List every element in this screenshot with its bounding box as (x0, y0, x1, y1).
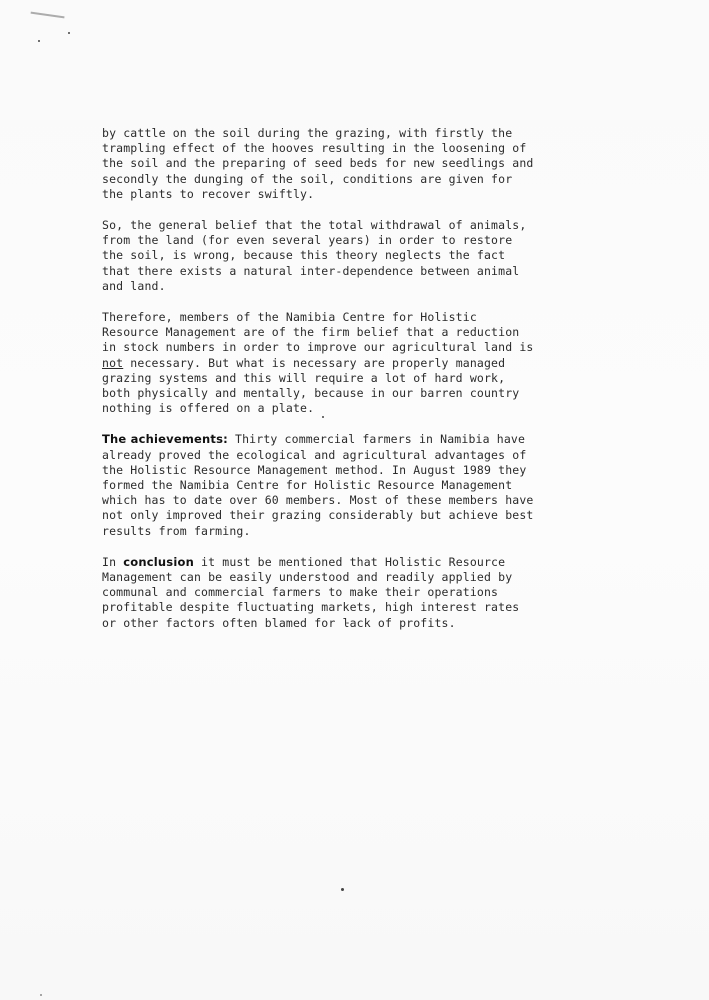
text-line: So, the general belief that the total withdrawal of animals, (102, 218, 527, 233)
section-heading: conclusion (123, 554, 194, 569)
paragraph-conclusion (102, 555, 642, 631)
text-line: both physically and mentally, because in our barren country (102, 386, 520, 401)
scan-speck (341, 888, 344, 891)
text-fragment: necessary. But what is necessary are properly managed (123, 355, 506, 370)
text-line: which has to date over 60 members. Most of these members have (102, 493, 534, 508)
scan-speck (38, 40, 40, 42)
text-line: Resource Management are of the firm belief that a reduction (102, 325, 520, 340)
scan-mark (29, 12, 64, 27)
text-line: not only improved their grazing considerably but achieve best (102, 508, 534, 523)
text-line (102, 555, 642, 570)
text-line: Therefore, members of the Namibia Centre for Holistic (102, 310, 477, 325)
text-line: grazing systems and this will require a lot of hard work, (102, 370, 506, 385)
text-line: the soil, is wrong, because this theory neglects the fact (102, 248, 506, 263)
text-line: formed the Namibia Centre for Holistic Resource Management (102, 478, 513, 493)
document-body (102, 126, 642, 647)
text-line: or other factors often blamed for lack of profits. (102, 615, 456, 630)
text-line: results from farming. (102, 523, 251, 538)
text-line: communal and commercial farmers to make their operations (102, 585, 499, 600)
text-line (102, 356, 642, 371)
text-line: the soil and the preparing of seed beds for new seedlings and (102, 156, 534, 171)
text-line: the plants to recover swiftly. (102, 186, 315, 201)
text-line: by cattle on the soil during the grazing, with firstly the (102, 126, 513, 140)
paragraph-achievements (102, 432, 642, 538)
text-line: Management can be easily understood and readily applied by (102, 570, 513, 585)
text-fragment: In (102, 554, 124, 569)
text-line: and land. (102, 278, 166, 293)
text-line: nothing is offered on a plate. (102, 401, 315, 416)
text-line: that there exists a natural inter-dependence between animal (102, 263, 520, 278)
text-line: the Holistic Resource Management method. In August 1989 they (102, 462, 527, 477)
text-line: from the land (for even several years) in order to restore (102, 233, 513, 248)
scan-speck (68, 32, 70, 34)
text-line: already proved the ecological and agricultural advantages of (102, 447, 527, 462)
paragraph-general-belief (102, 218, 642, 294)
text-fragment: Thirty commercial farmers in Namibia have (227, 432, 526, 447)
text-line: in stock numbers in order to improve our agricultural land is (102, 340, 534, 355)
text-line: secondly the dunging of the soil, conditions are given for (102, 171, 513, 186)
text-line: profitable despite fluctuating markets, high interest rates (102, 600, 520, 615)
section-heading: The achievements: (102, 432, 228, 447)
text-line (102, 432, 642, 447)
underlined-word: not (102, 355, 124, 370)
scan-speck (40, 994, 42, 996)
text-fragment: it must be mentioned that Holistic Resource (193, 554, 506, 569)
paragraph-therefore (102, 310, 642, 416)
paragraph-grazing-effects (102, 126, 642, 202)
text-line: trampling effect of the hooves resulting in the loosening of (102, 141, 527, 156)
